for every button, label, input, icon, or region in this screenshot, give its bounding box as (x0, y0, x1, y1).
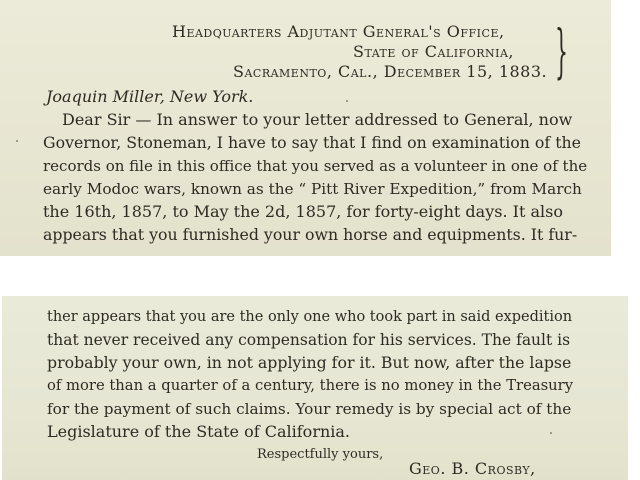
paper-speck (16, 140, 18, 142)
signature: Geo. B. Crosby, (409, 459, 536, 478)
body-line: early Modoc wars, known as the “ Pitt River Expedition,” from March (43, 180, 582, 198)
closing: Respectfully yours, (257, 447, 384, 462)
body-line: probably your own, in not applying for it. But now, after the lapse (47, 353, 572, 372)
body-line: ther appears that you are the only one who took part in said expedition (47, 309, 573, 325)
body-line: Governor, Stoneman, I have to say that I find on examination of the (43, 133, 581, 152)
body-line: that never received any compensation for his services. The fault is (47, 331, 571, 349)
addressee: Joaquin Miller, New York. (46, 87, 254, 106)
body-line: the 16th, 1857, to May the 2d, 1857, for forty-eight days. It also (43, 202, 563, 221)
paper-speck (346, 100, 348, 102)
page-scan-bottom (2, 296, 628, 480)
letterhead-office: Headquarters Adjutant General's Office, (172, 22, 505, 41)
letterhead-dateline: Sacramento, Cal., December 15, 1883. (233, 62, 548, 81)
body-line: for the payment of such claims. Your remedy is by special act of the (47, 400, 572, 418)
letterhead-state: State of California, (353, 42, 514, 61)
body-line: records on file in this office that you served as a volunteer in one of the (43, 157, 588, 175)
body-line: appears that you furnished your own horse and equipments. It fur- (43, 225, 578, 244)
body-line: Legislature of the State of California. (47, 422, 351, 441)
body-line: of more than a quarter of a century, there is no money in the Treasury (47, 377, 574, 394)
paper-speck (550, 432, 552, 434)
body-line: Dear Sir — In answer to your letter addressed to General, now (62, 110, 573, 129)
letterhead-brace: } (555, 17, 568, 85)
